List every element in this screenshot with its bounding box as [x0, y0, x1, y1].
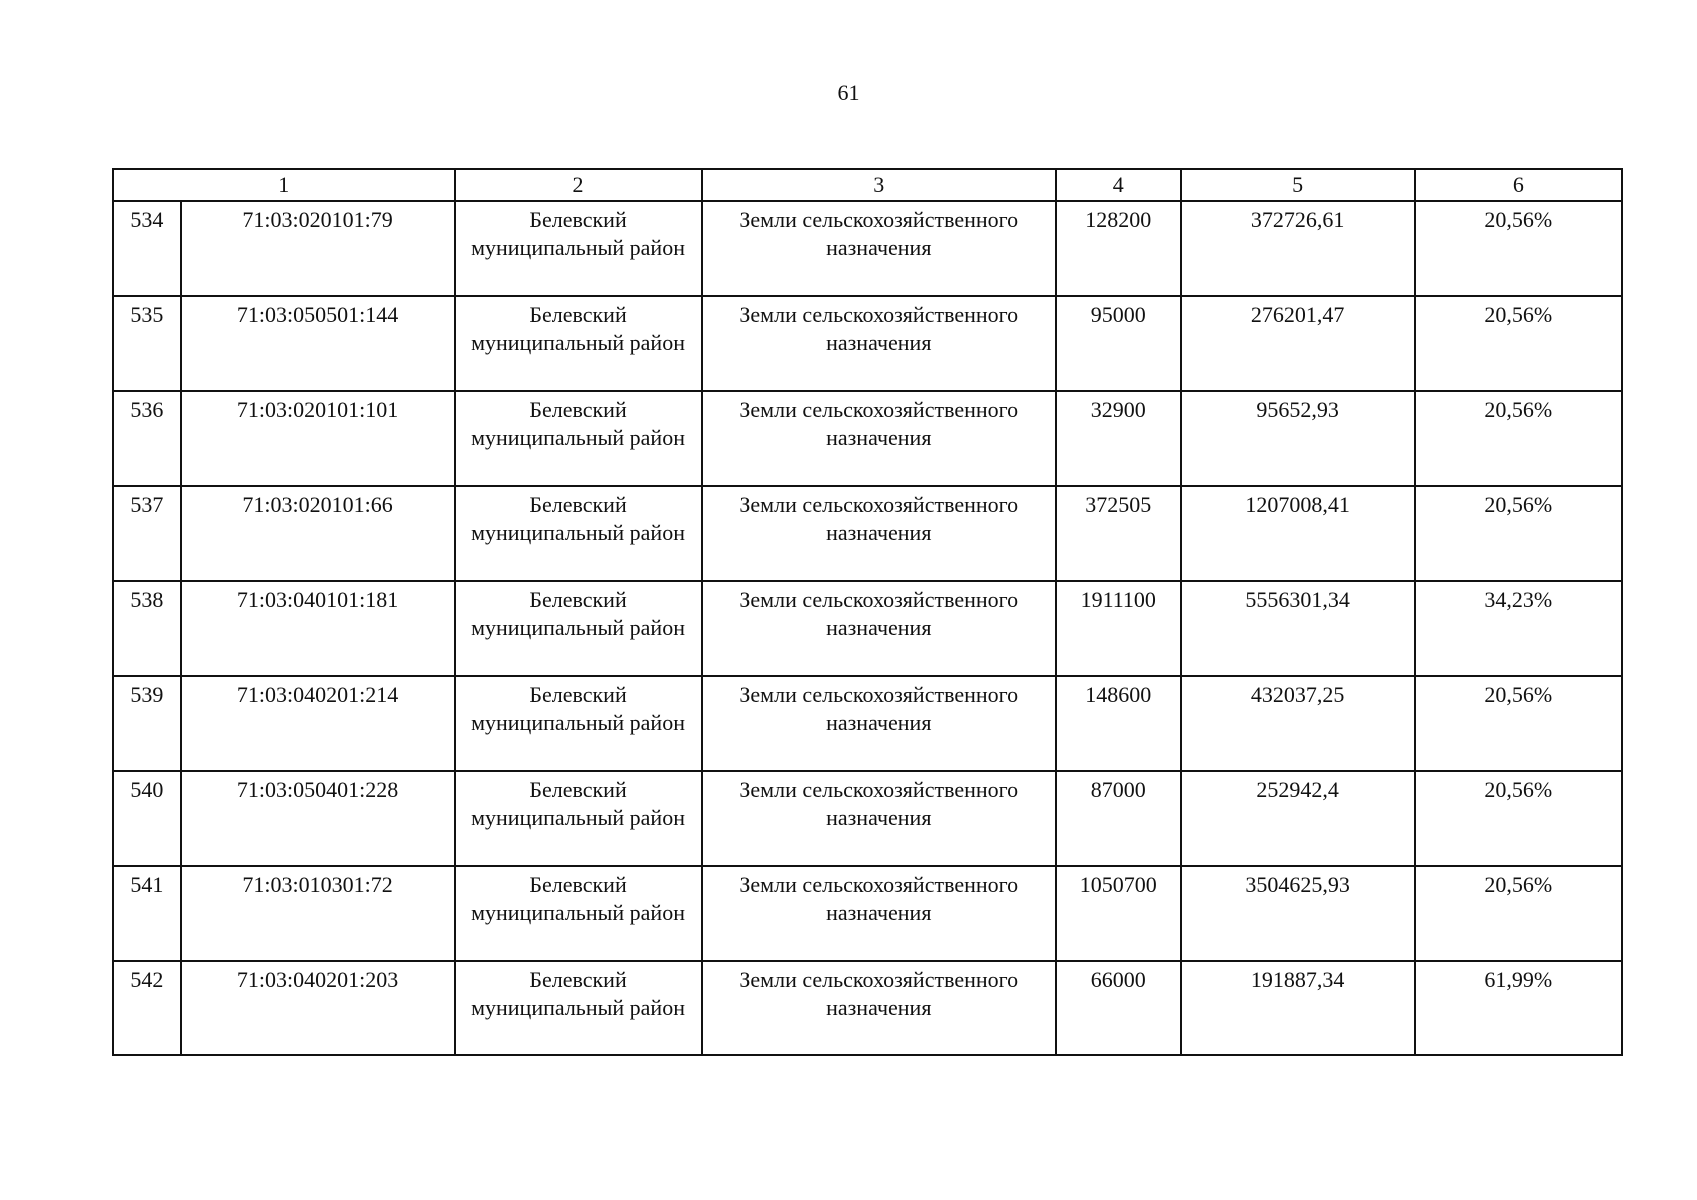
percent: 34,23%	[1415, 581, 1622, 676]
municipality: Белевский муниципальный район	[455, 866, 702, 961]
area: 372505	[1056, 486, 1181, 581]
municipality: Белевский муниципальный район	[455, 676, 702, 771]
column-header-1: 1	[113, 169, 455, 201]
row-number: 542	[113, 961, 181, 1055]
land-plots-table	[112, 168, 1623, 1056]
land-category: Земли сельскохозяйственного назначения	[702, 771, 1056, 866]
municipality: Белевский муниципальный район	[455, 296, 702, 391]
cadastral-value: 372726,61	[1181, 201, 1415, 296]
area: 66000	[1056, 961, 1181, 1055]
area: 95000	[1056, 296, 1181, 391]
percent: 20,56%	[1415, 296, 1622, 391]
municipality: Белевский муниципальный район	[455, 771, 702, 866]
row-number: 536	[113, 391, 181, 486]
table-row	[113, 486, 1622, 581]
land-category: Земли сельскохозяйственного назначения	[702, 486, 1056, 581]
row-number: 540	[113, 771, 181, 866]
table-row	[113, 676, 1622, 771]
table-row	[113, 771, 1622, 866]
percent: 20,56%	[1415, 201, 1622, 296]
cadastral-number: 71:03:040201:214	[181, 676, 455, 771]
municipality: Белевский муниципальный район	[455, 961, 702, 1055]
row-number: 541	[113, 866, 181, 961]
municipality: Белевский муниципальный район	[455, 581, 702, 676]
cadastral-value: 252942,4	[1181, 771, 1415, 866]
row-number: 538	[113, 581, 181, 676]
percent: 61,99%	[1415, 961, 1622, 1055]
cadastral-number: 71:03:050501:144	[181, 296, 455, 391]
table-row	[113, 866, 1622, 961]
cadastral-value: 3504625,93	[1181, 866, 1415, 961]
percent: 20,56%	[1415, 676, 1622, 771]
cadastral-number: 71:03:020101:66	[181, 486, 455, 581]
table-row	[113, 296, 1622, 391]
municipality: Белевский муниципальный район	[455, 391, 702, 486]
land-category: Земли сельскохозяйственного назначения	[702, 581, 1056, 676]
table-row	[113, 581, 1622, 676]
cadastral-value: 5556301,34	[1181, 581, 1415, 676]
table-row	[113, 201, 1622, 296]
cadastral-value: 276201,47	[1181, 296, 1415, 391]
percent: 20,56%	[1415, 391, 1622, 486]
row-number: 539	[113, 676, 181, 771]
percent: 20,56%	[1415, 771, 1622, 866]
area: 148600	[1056, 676, 1181, 771]
municipality: Белевский муниципальный район	[455, 201, 702, 296]
cadastral-number: 71:03:050401:228	[181, 771, 455, 866]
cadastral-value: 95652,93	[1181, 391, 1415, 486]
area: 87000	[1056, 771, 1181, 866]
column-header-3: 3	[702, 169, 1056, 201]
row-number: 537	[113, 486, 181, 581]
land-category: Земли сельскохозяйственного назначения	[702, 201, 1056, 296]
land-category: Земли сельскохозяйственного назначения	[702, 961, 1056, 1055]
column-header-6: 6	[1415, 169, 1622, 201]
cadastral-value: 191887,34	[1181, 961, 1415, 1055]
area: 1050700	[1056, 866, 1181, 961]
cadastral-number: 71:03:020101:101	[181, 391, 455, 486]
table-row	[113, 391, 1622, 486]
area: 1911100	[1056, 581, 1181, 676]
page-number: 61	[837, 80, 860, 105]
cadastral-value: 432037,25	[1181, 676, 1415, 771]
table-header-row	[113, 169, 1622, 201]
row-number: 534	[113, 201, 181, 296]
cadastral-number: 71:03:040101:181	[181, 581, 455, 676]
table-row	[113, 961, 1622, 1055]
column-header-5: 5	[1181, 169, 1415, 201]
land-category: Земли сельскохозяйственного назначения	[702, 676, 1056, 771]
land-category: Земли сельскохозяйственного назначения	[702, 296, 1056, 391]
area: 32900	[1056, 391, 1181, 486]
land-category: Земли сельскохозяйственного назначения	[702, 391, 1056, 486]
column-header-4: 4	[1056, 169, 1181, 201]
cadastral-number: 71:03:040201:203	[181, 961, 455, 1055]
percent: 20,56%	[1415, 866, 1622, 961]
municipality: Белевский муниципальный район	[455, 486, 702, 581]
land-category: Земли сельскохозяйственного назначения	[702, 866, 1056, 961]
area: 128200	[1056, 201, 1181, 296]
cadastral-number: 71:03:020101:79	[181, 201, 455, 296]
column-header-2: 2	[455, 169, 702, 201]
cadastral-value: 1207008,41	[1181, 486, 1415, 581]
cadastral-number: 71:03:010301:72	[181, 866, 455, 961]
percent: 20,56%	[1415, 486, 1622, 581]
row-number: 535	[113, 296, 181, 391]
